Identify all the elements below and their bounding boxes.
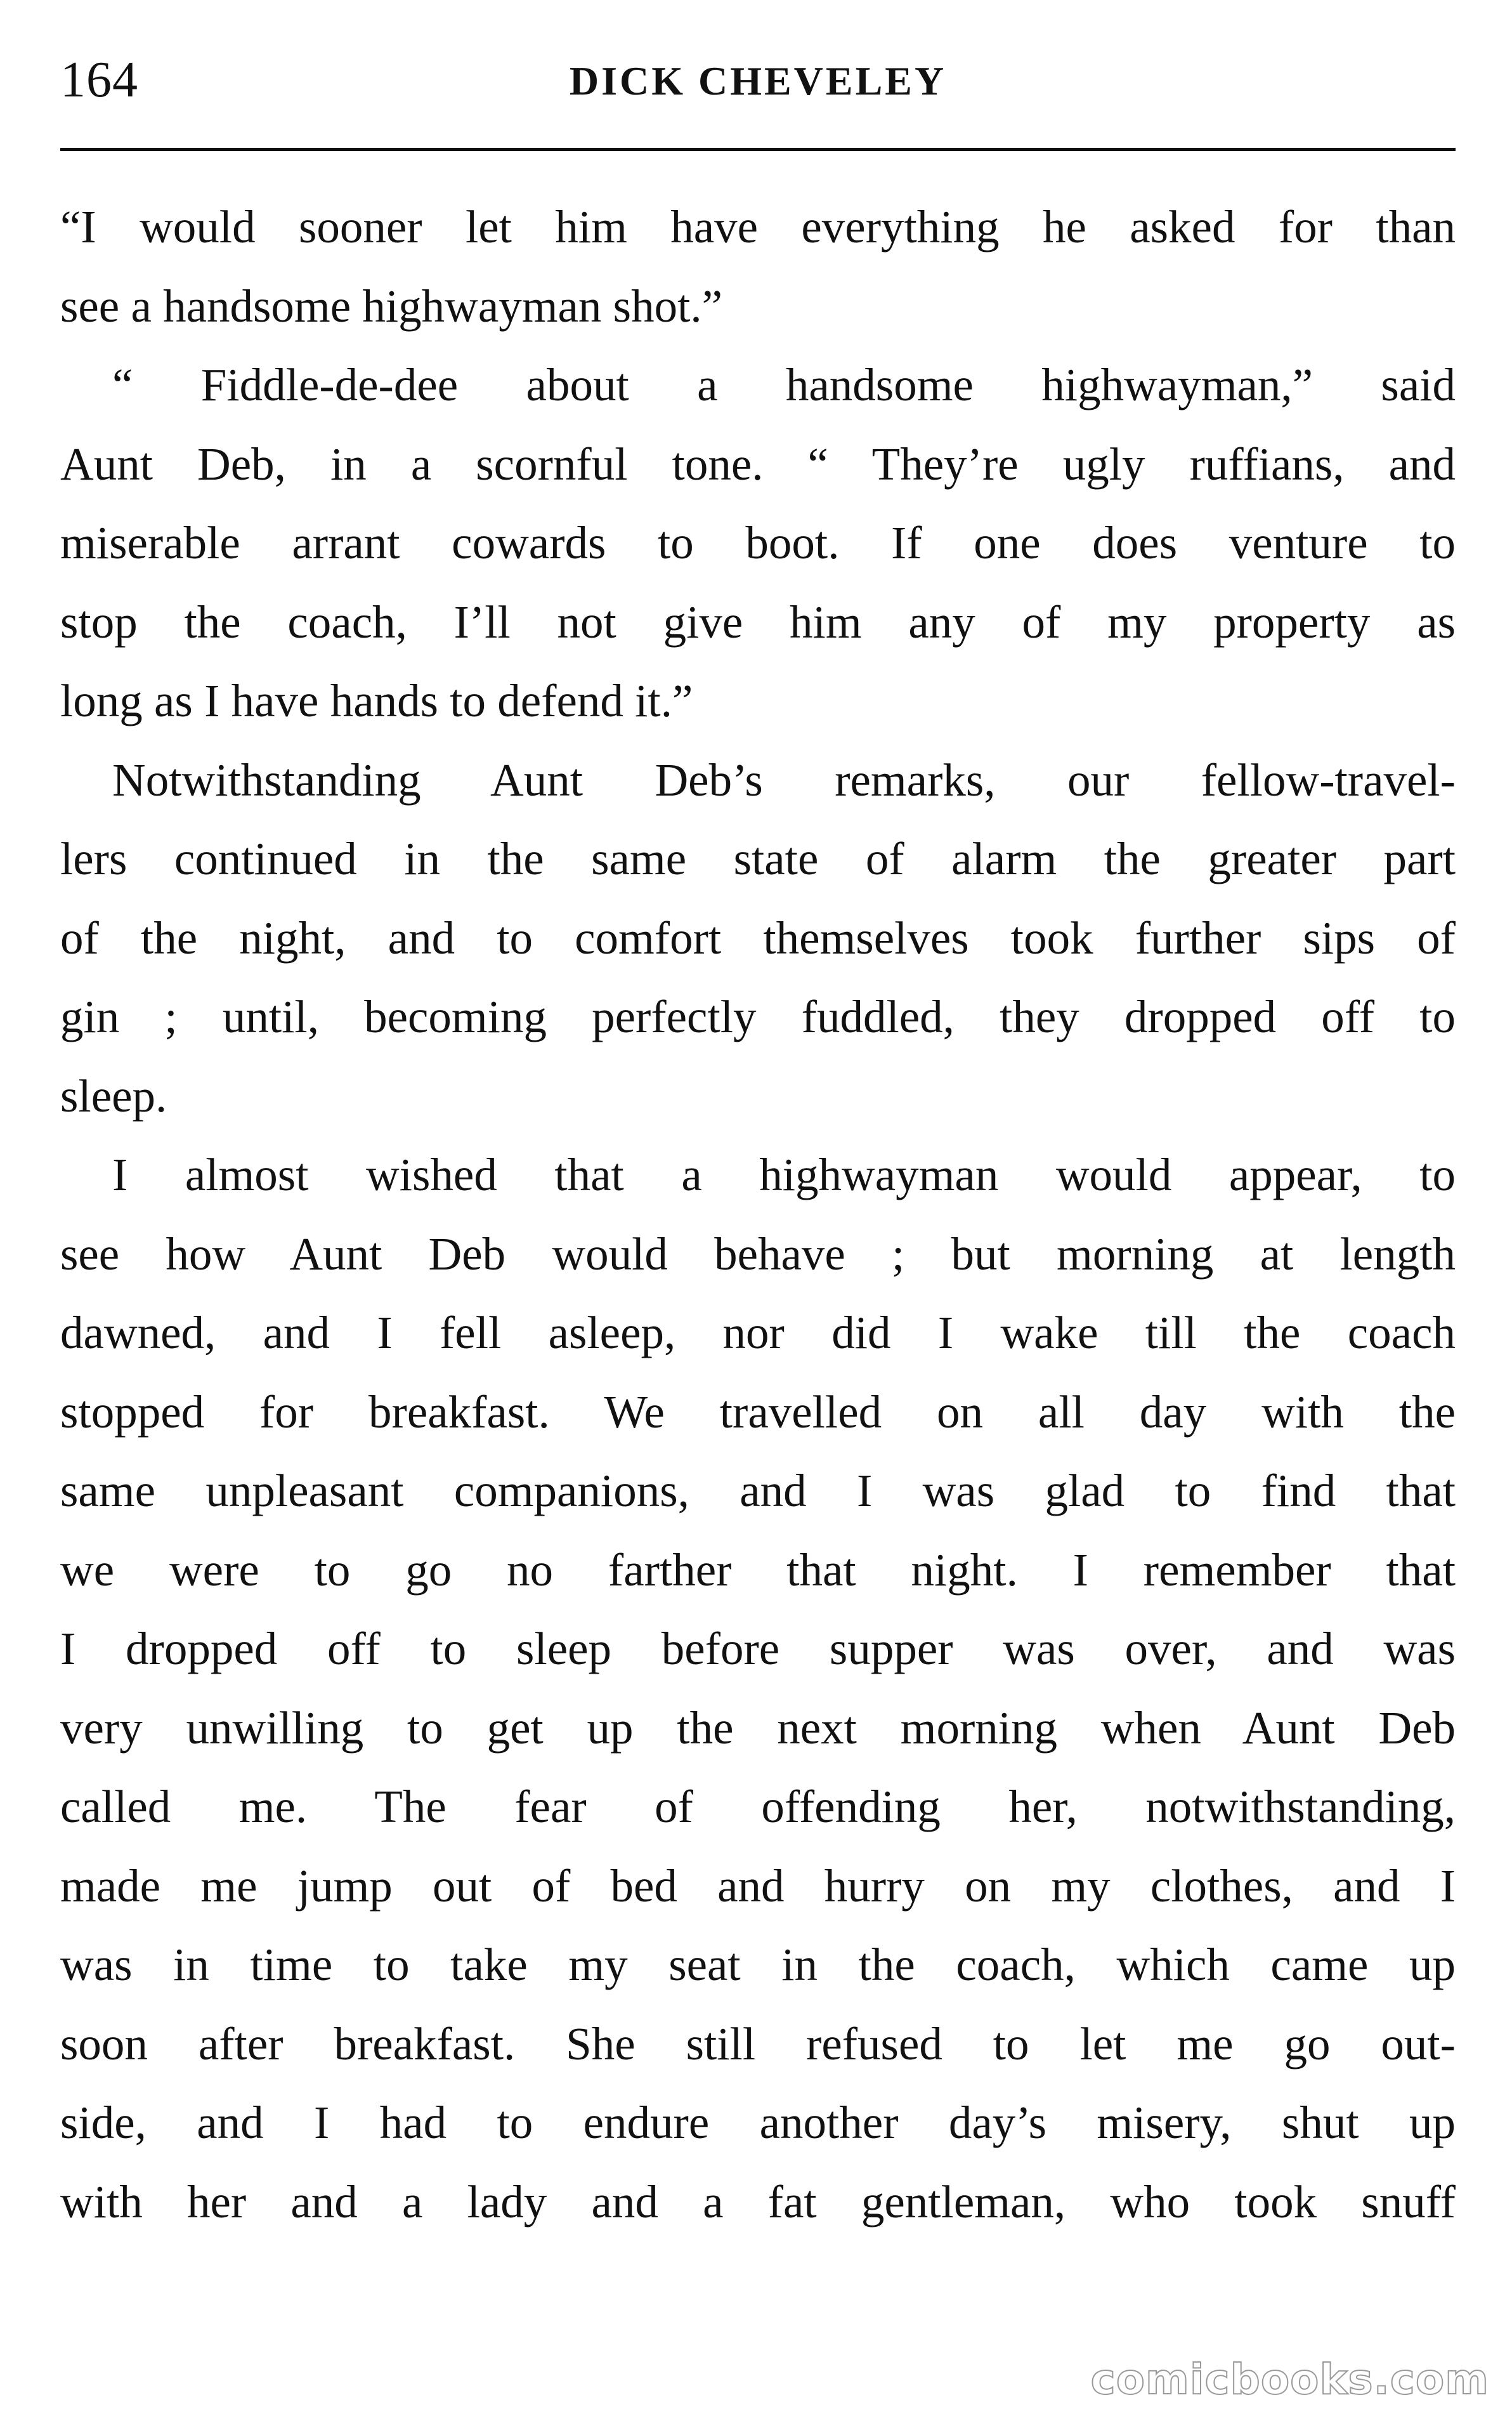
text-line: “I would sooner let him have everything he asked for than (60, 201, 1456, 253)
text-line: of the night, and to comfort themselves took further sips of (60, 912, 1456, 964)
text-line: made me jump out of bed and hurry on my clothes, and I (60, 1860, 1456, 1912)
text-line: gin ; until, becoming perfectly fuddled, they dropped off to (60, 991, 1456, 1042)
text-line: called me. The fear of offending her, notwithstanding, (60, 1781, 1456, 1832)
text-line: lers continued in the same state of alarm the greater part (60, 833, 1456, 884)
text-line: miserable arrant cowards to boot. If one does venture to (60, 517, 1456, 568)
text-line: Notwithstanding Aunt Deb’s remarks, our fellow-travel- (112, 754, 1456, 806)
text-line: long as I have hands to defend it.” (60, 675, 693, 726)
text-line: sleep. (60, 1070, 167, 1122)
running-title: DICK CHEVELEY (569, 58, 947, 103)
text-line: stop the coach, I’ll not give him any of my property as (60, 596, 1456, 648)
text-line: was in time to take my seat in the coach, which came up (60, 1939, 1456, 1990)
text-line: very unwilling to get up the next morning when Aunt Deb (60, 1702, 1456, 1754)
text-line: dawned, and I fell asleep, nor did I wake till the coach (60, 1307, 1456, 1358)
header-rule (60, 148, 1456, 151)
text-line: I almost wished that a highwayman would appear, to (112, 1149, 1456, 1200)
text-line: stopped for breakfast. We travelled on all day with the (60, 1386, 1456, 1438)
text-line: “ Fiddle-de-dee about a handsome highwayman,” said (112, 359, 1456, 410)
text-line: side, and I had to endure another day’s misery, shut up (60, 2097, 1456, 2148)
body-text (60, 188, 1456, 2241)
watermark: comicbooks.com (1090, 2355, 1489, 2404)
running-header (60, 49, 1456, 126)
text-line: with her and a lady and a fat gentleman, who took snuff (60, 2175, 1456, 2227)
text-line: we were to go no farther that night. I remember that (60, 1544, 1456, 1596)
text-line: see a handsome highwayman shot.” (60, 280, 723, 332)
text-line: I dropped off to sleep before supper was over, and was (60, 1623, 1456, 1674)
text-line: soon after breakfast. She still refused to let me go out- (60, 2018, 1456, 2070)
page-number: 164 (60, 52, 138, 108)
text-line: Aunt Deb, in a scornful tone. “ They’re ugly ruffians, and (60, 438, 1456, 490)
text-line: see how Aunt Deb would behave ; but morning at length (60, 1228, 1456, 1280)
text-line: same unpleasant companions, and I was glad to find that (60, 1465, 1456, 1516)
